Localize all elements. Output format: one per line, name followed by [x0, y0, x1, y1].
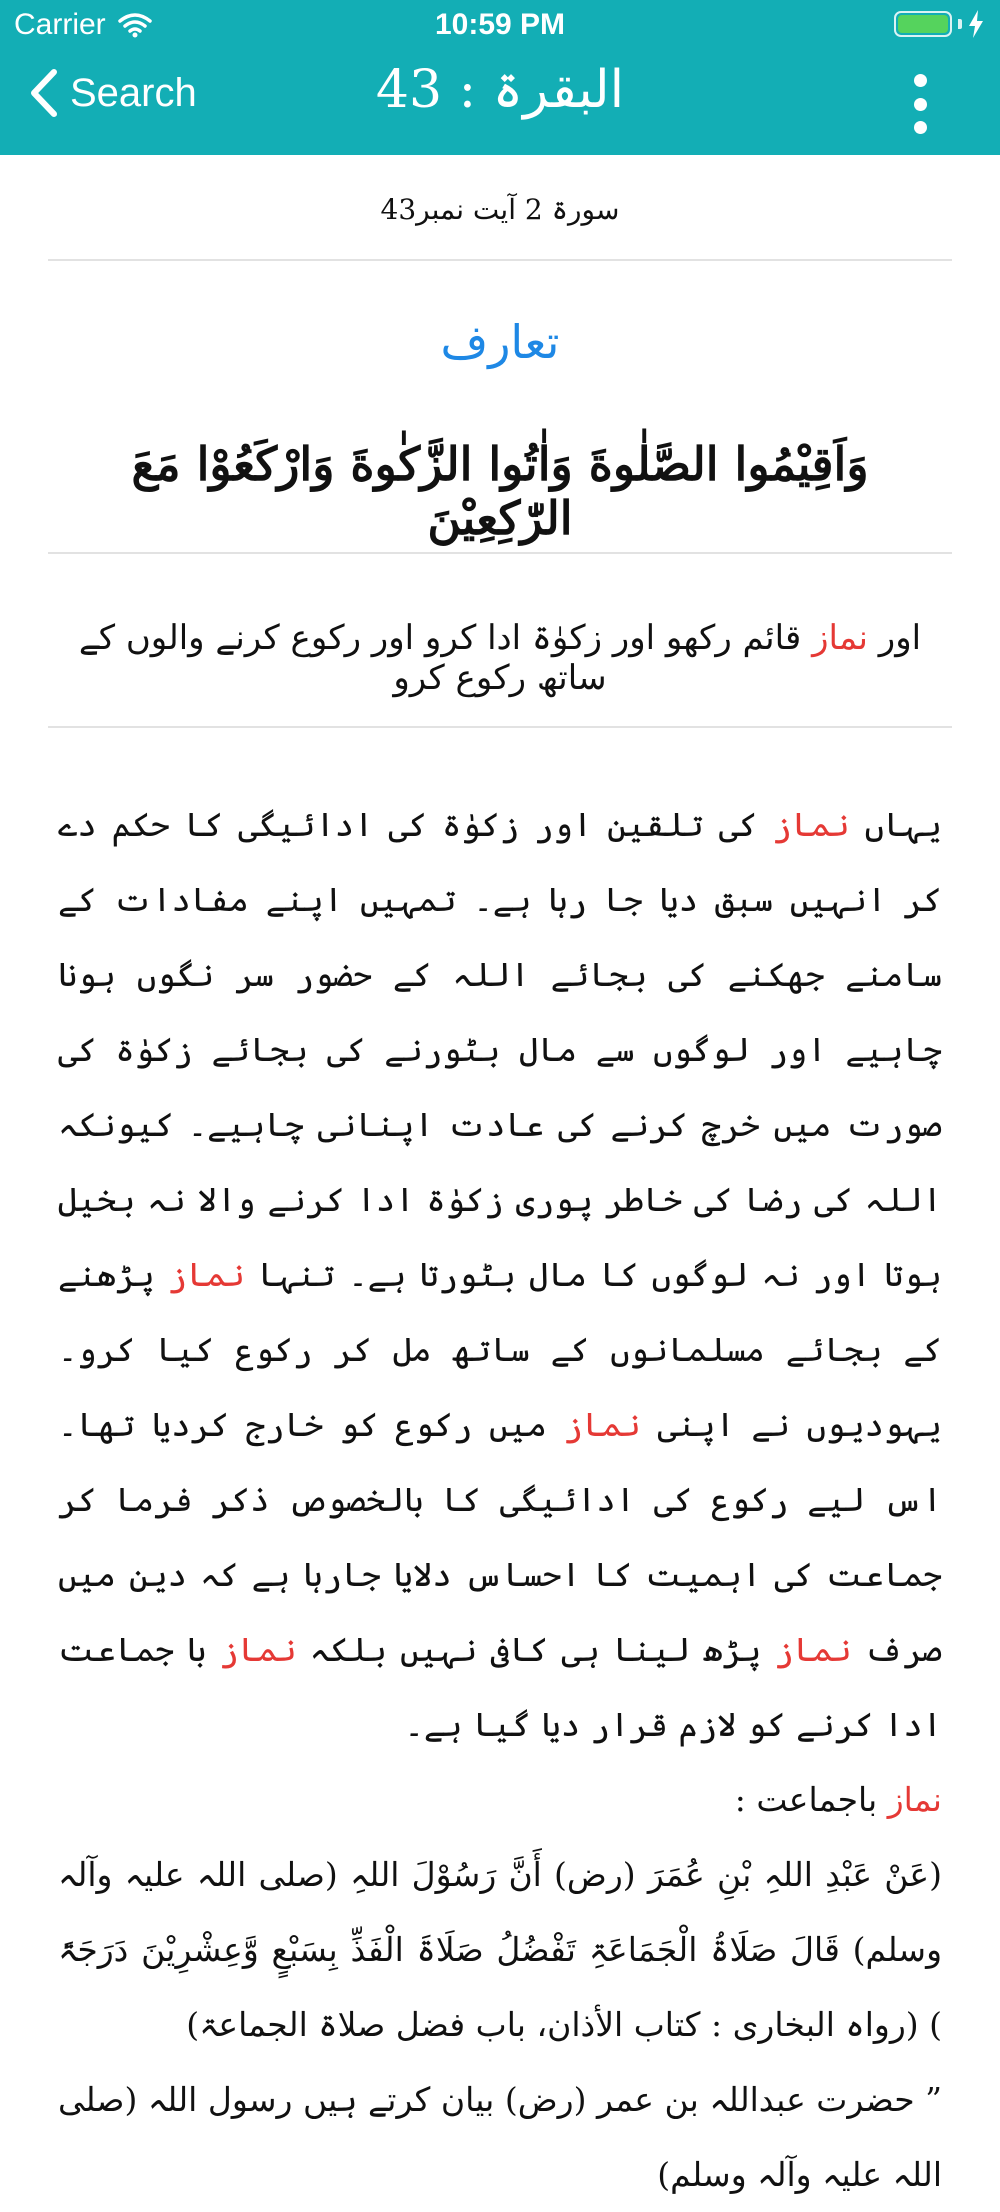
tafseer-paragraph: یہاں نماز کی تلقین اور زکوٰۃ کی ادائیگی کا حکم دے کر انہیں سبق دیا جا رہا ہے۔ تمہیں اپنے مفادات کے سامنے جھکنے کی بجائے اللہ کے حضور سر نگوں ہونا چاہیے اور لوگوں سے مال بٹورنے کی بجائے زکوٰۃ کی صورت میں خرچ کرنے کی عادت اپنانی چاہیے۔ کیونکہ اللہ کی رضا کی خاطر پوری زکوٰۃ ادا کرنے والا نہ بخیل ہوتا اور نہ لوگوں کا مال بٹورتا ہے۔ تنہا نماز پڑھنے کے بجائے مسلمانوں کے ساتھ مل کر رکوع کیا کرو۔ یہودیوں نے اپنی نماز میں رکوع کو خارج کردیا تھا۔ اس لیے رکوع کی ادائیگی کا بالخصوص ذکر فرما کر جماعت کی اہمیت کا احساس دلایا جارہا ہے کہ دین میں صرف نماز پڑھ لینا ہی کافی نہیں بلکہ نماز با جماعت ادا کرنے کو لازم قرار دیا گیا ہے۔	[58, 805, 942, 1744]
sura-info: سورۃ 2 آیت نمبر43	[380, 193, 620, 226]
battery-nub	[958, 19, 962, 29]
divider	[48, 259, 952, 261]
more-options-button[interactable]	[912, 74, 928, 134]
highlight-word: نماز	[774, 1630, 852, 1669]
divider	[48, 552, 952, 554]
ayah-text: وَاَقِيْمُوا الصَّلٰوةَ وَاٰتُوا الزَّكٰوةَ وَارْكَعُوْا مَعَ الرّٰكِعِيْنَ	[131, 437, 869, 545]
tafseer-subheading: نماز باجماعت :	[734, 1780, 942, 1819]
tafseer-text	[58, 787, 942, 2212]
highlight-word: نماز	[219, 1630, 297, 1669]
battery-level	[898, 15, 948, 33]
translation-text	[60, 617, 940, 698]
section-title: تعارف	[440, 315, 560, 369]
status-bar	[0, 0, 1000, 50]
battery-indicator	[894, 10, 984, 38]
hadith-text: (عَنْ عَبْدِ اللہِ بْنِ عُمَرَ (رض) أَنَّ رَسُوْلَ اللہِ (صلی اللہ علیہ وآلہ وسلم) قَالَ صَلَاۃُ الْجَمَاعَۃِ تَفْضُلُ صَلَاۃَ الْفَذِّ بِسَبْعٍ وَّعِشْرِیْنَ دَرَجَۃً ) (رواہ البخاری : کتاب الأذان، باب فضل صلاۃ الجماعۃ)	[58, 1855, 943, 2044]
highlight-word: نماز	[812, 618, 868, 658]
more-dots-icon	[914, 74, 927, 87]
divider	[48, 726, 952, 728]
charging-bolt-icon	[968, 10, 984, 38]
clock: 10:59 PM	[434, 8, 566, 41]
page-title: البقرۃ : 43	[375, 60, 625, 120]
back-label: Search	[70, 70, 197, 115]
navigation-bar	[0, 50, 1000, 155]
battery-icon	[894, 11, 952, 37]
top-bar	[0, 0, 1000, 155]
translation-part: اور	[867, 618, 922, 658]
carrier-label: Carrier	[14, 8, 106, 41]
highlight-word: نماز	[167, 1255, 246, 1294]
translation-part: قائم رکھو اور زکوٰۃ ادا کرو اور رکوع کرنے والوں کے ساتھ رکوع کرو	[78, 618, 813, 698]
hadith-translation: ” حضرت عبداللہ بن عمر (رض) بیان کرتے ہیں رسول اللہ (صلی اللہ علیہ وآلہ وسلم)	[58, 2080, 942, 2194]
highlight-word: نماز	[772, 805, 850, 844]
highlight-word: نماز	[563, 1405, 641, 1444]
highlight-word: نماز	[887, 1780, 942, 1819]
